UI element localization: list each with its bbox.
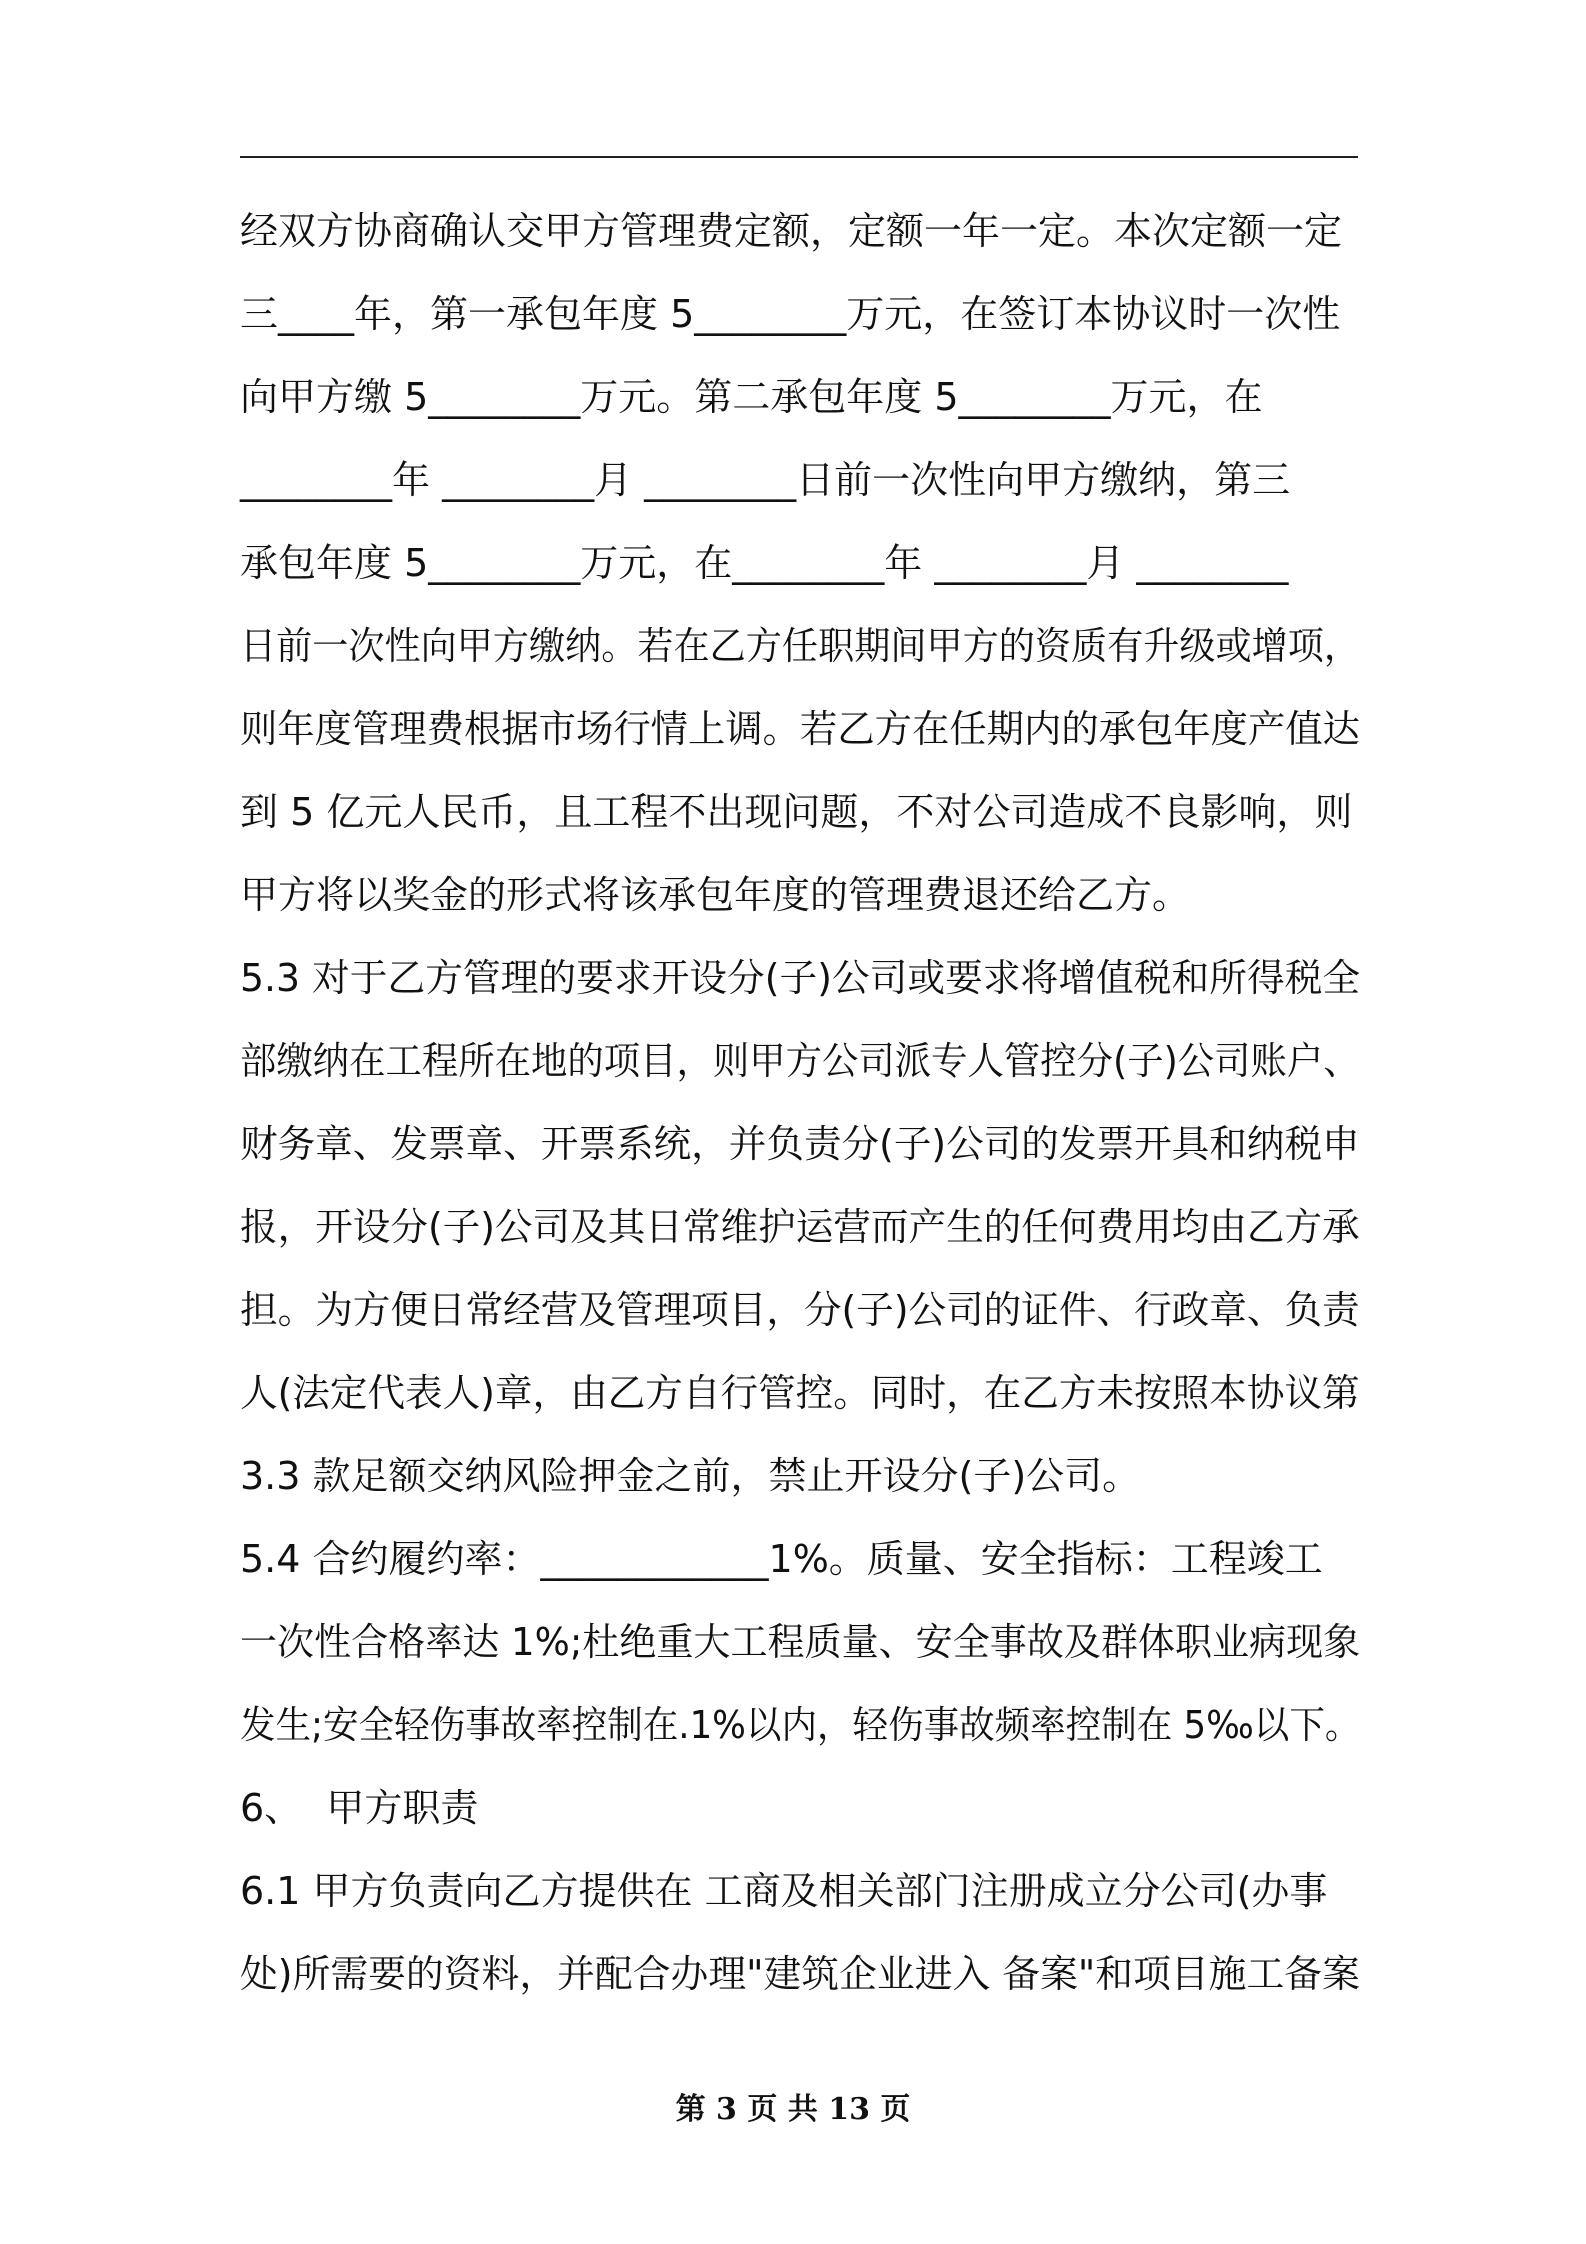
text-line: 三____年，第一承包年度 5________万元，在签订本协议时一次性 [240, 292, 1341, 336]
text-line: 发生;安全轻伤事故率控制在.1%以内，轻伤事故频率控制在 5‰以下。 [240, 1703, 1361, 1747]
header-divider [240, 156, 1358, 158]
text-line: ________年 ________月 ________日前一次性向甲方缴纳，第三 [240, 458, 1291, 502]
section-6-heading: 6、 甲方职责 [240, 1786, 479, 1830]
text-line: 经双方协商确认交甲方管理费定额，定额一年一定。本次定额一定 [240, 209, 1343, 253]
text-line: 处)所需要的资料，并配合办理"建筑企业进入 备案"和项目施工备案 [240, 1952, 1360, 1996]
text-line: 日前一次性向甲方缴纳。若在乙方任职期间甲方的资质有升级或增项， [240, 624, 1361, 668]
page-number-footer: 第 3 页 共 13 页 [675, 2092, 911, 2127]
text-line: 3.3 款足额交纳风险押金之前，禁止开设分(子)公司。 [240, 1454, 1141, 1498]
clause-5-4-line: 5.4 合约履约率：____________1%。质量、安全指标：工程竣工 [240, 1537, 1323, 1581]
clause-5-3-line: 5.3 对于乙方管理的要求开设分(子)公司或要求将增值税和所得税全 [240, 956, 1361, 1000]
document-body [240, 196, 1360, 2022]
text-line: 报，开设分(子)公司及其日常维护运营而产生的任何费用均由乙方承 [240, 1205, 1360, 1249]
text-line: 则年度管理费根据市场行情上调。若乙方在任期内的承包年度产值达 [240, 707, 1361, 751]
clause-6-1-line: 6.1 甲方负责向乙方提供在 工商及相关部门注册成立分公司(办事 [240, 1869, 1328, 1913]
text-line: 担。为方便日常经营及管理项目，分(子)公司的证件、行政章、负责 [240, 1288, 1360, 1332]
text-line: 人(法定代表人)章，由乙方自行管控。同时，在乙方未按照本协议第 [240, 1371, 1360, 1415]
text-line: 一次性合格率达 1%;杜绝重大工程质量、安全事故及群体职业病现象 [240, 1620, 1361, 1664]
text-line: 甲方将以奖金的形式将该承包年度的管理费退还给乙方。 [240, 873, 1191, 917]
text-line: 财务章、发票章、开票系统，并负责分(子)公司的发票开具和纳税申 [240, 1122, 1360, 1166]
text-line: 部缴纳在工程所在地的项目，则甲方公司派专人管控分(子)公司账户、 [240, 1039, 1360, 1083]
text-line: 向甲方缴 5________万元。第二承包年度 5________万元，在 [240, 375, 1263, 419]
text-line: 承包年度 5________万元，在________年 ________月 ________ [240, 541, 1289, 585]
text-line: 到 5 亿元人民币，且工程不出现问题，不对公司造成不良影响，则 [240, 790, 1353, 834]
